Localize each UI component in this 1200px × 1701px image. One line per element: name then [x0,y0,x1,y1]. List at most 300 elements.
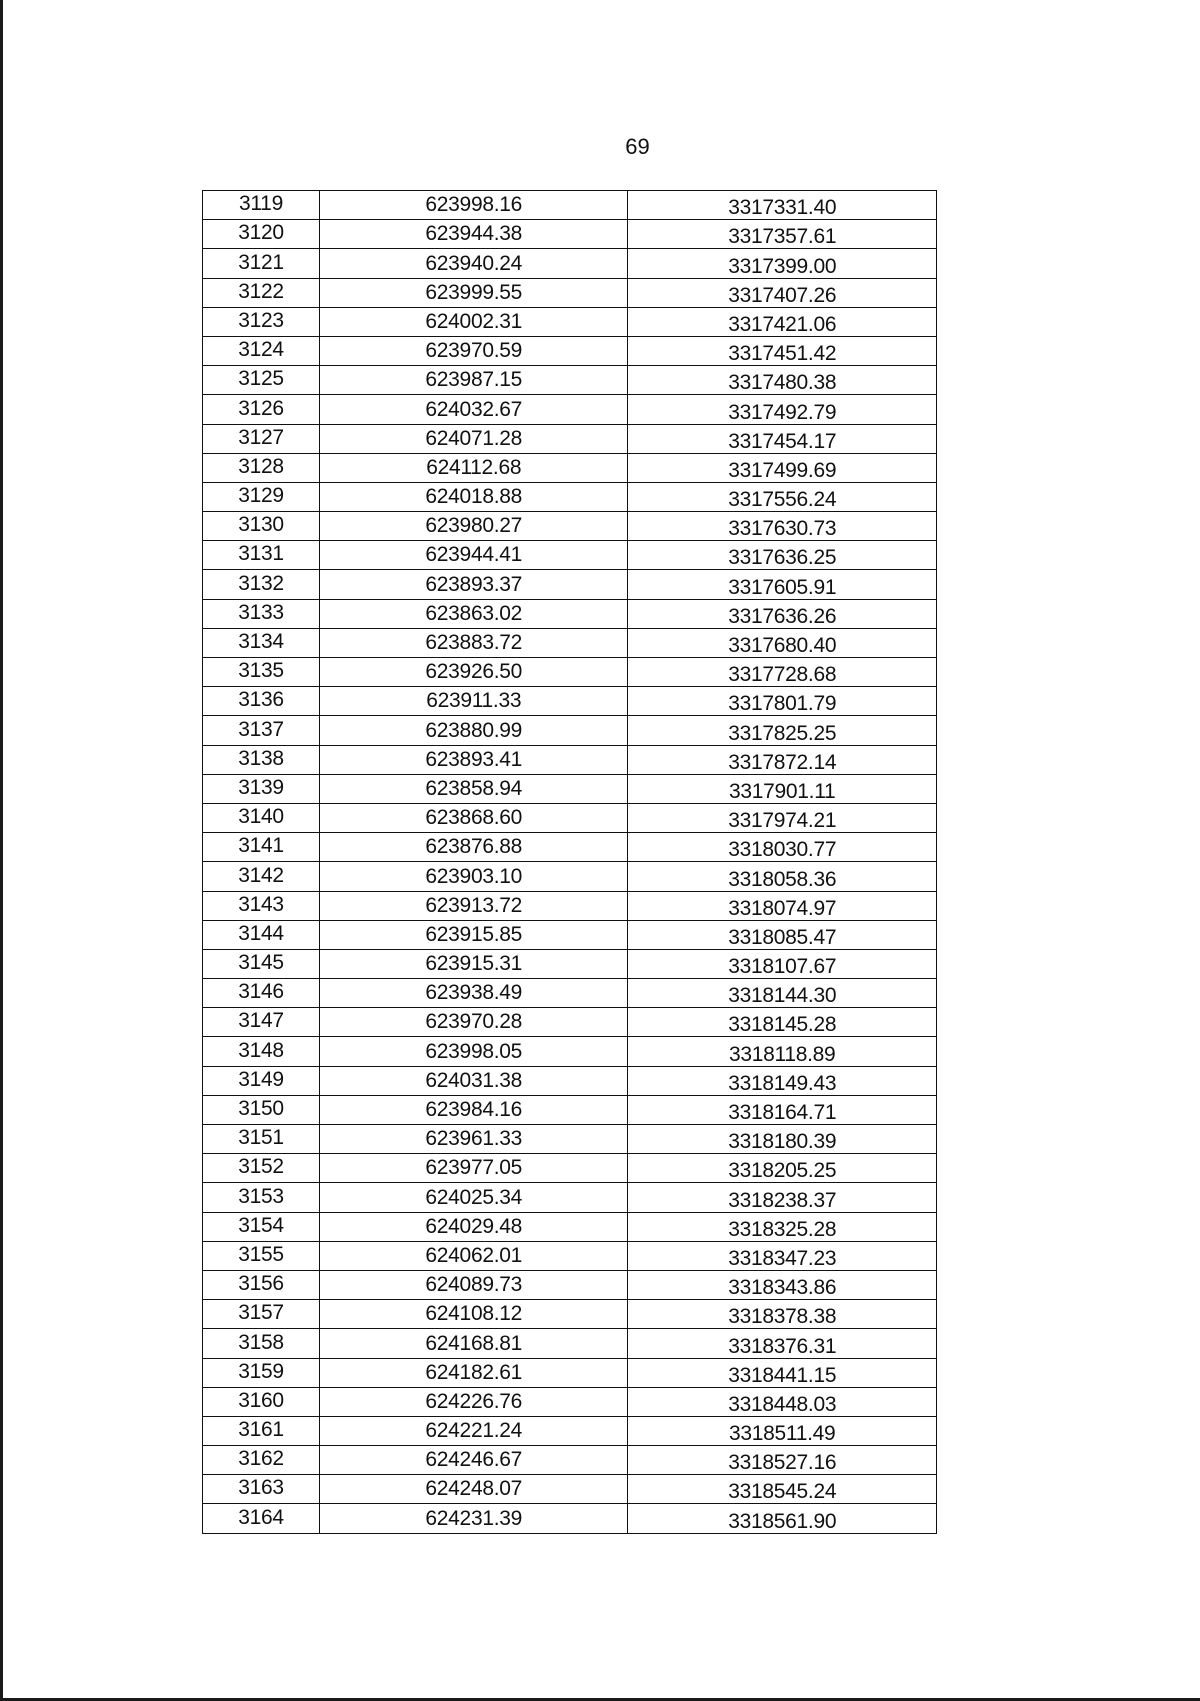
point-id-cell-text: 3135 [238,659,284,683]
point-id-cell [203,745,320,774]
point-id-cell [203,862,320,891]
point-id-cell [203,307,320,336]
y-coordinate-cell [628,336,937,365]
point-id-cell [203,1300,320,1329]
y-coordinate-cell-text: 3317399.00 [728,254,837,278]
y-coordinate-cell-text: 3317556.24 [728,488,837,512]
y-coordinate-cell [628,628,937,657]
x-coordinate-cell-text: 623913.72 [425,893,522,917]
y-coordinate-cell-text: 3318107.67 [728,955,837,979]
table-row [203,599,937,628]
y-coordinate-cell [628,833,937,862]
point-id-cell-text: 3147 [238,1009,284,1033]
y-coordinate-cell [628,1300,937,1329]
y-coordinate-cell-text: 3318149.43 [728,1071,837,1095]
point-id-cell [203,1387,320,1416]
y-coordinate-cell-text: 3317680.40 [728,634,837,657]
table-row [203,716,937,745]
y-coordinate-cell [628,1095,937,1124]
table-row [203,249,937,278]
x-coordinate-cell-text: 623984.16 [425,1098,522,1121]
y-coordinate-cell-text: 3317630.73 [728,517,837,541]
point-id-cell [203,1504,320,1533]
x-coordinate-cell [319,366,628,395]
table-row [203,658,937,687]
y-coordinate-cell-text: 3318511.49 [729,1422,836,1446]
x-coordinate-cell [319,1183,628,1212]
x-coordinate-cell-text: 623911.33 [426,689,522,713]
x-coordinate-cell [319,1241,628,1270]
point-id-cell-text: 3138 [238,746,284,770]
point-id-cell [203,512,320,541]
point-id-cell [203,1066,320,1095]
point-id-cell-text: 3148 [238,1038,284,1062]
point-id-cell [203,1154,320,1183]
point-id-cell-text: 3122 [238,279,284,303]
y-coordinate-cell-text: 3317974.21 [728,809,837,833]
x-coordinate-cell-text: 623915.31 [425,952,522,976]
y-coordinate-cell [628,1008,937,1037]
x-coordinate-cell-text: 623893.41 [425,747,522,771]
x-coordinate-cell-text: 624071.28 [425,426,522,450]
x-coordinate-cell [319,920,628,949]
x-coordinate-cell-text: 624221.24 [425,1419,522,1443]
point-id-cell [203,920,320,949]
table-row [203,1387,937,1416]
x-coordinate-cell-text: 623998.05 [425,1039,522,1063]
x-coordinate-cell-text: 623915.85 [425,922,522,946]
point-id-cell [203,949,320,978]
y-coordinate-cell-text: 3317728.68 [728,663,837,687]
point-id-cell [203,249,320,278]
point-id-cell-text: 3141 [238,834,284,858]
point-id-cell-text: 3162 [238,1447,284,1471]
x-coordinate-cell-text: 623961.33 [425,1127,522,1151]
y-coordinate-cell [628,1387,937,1416]
point-id-cell [203,1358,320,1387]
x-coordinate-cell [319,1066,628,1095]
point-id-cell-text: 3133 [238,600,284,624]
y-coordinate-cell-text: 3317901.11 [729,779,836,803]
point-id-cell-text: 3157 [238,1301,284,1325]
point-id-cell [203,1183,320,1212]
y-coordinate-cell [628,1066,937,1095]
x-coordinate-cell [319,687,628,716]
y-coordinate-cell [628,803,937,832]
x-coordinate-cell [319,541,628,570]
x-coordinate-cell [319,249,628,278]
point-id-cell-text: 3139 [238,775,284,799]
x-coordinate-cell [319,570,628,599]
point-id-cell [203,1212,320,1241]
y-coordinate-cell [628,512,937,541]
y-coordinate-cell-text: 3318441.15 [728,1363,837,1387]
point-id-cell [203,803,320,832]
point-id-cell [203,774,320,803]
point-id-cell [203,482,320,511]
x-coordinate-cell-text: 623980.27 [425,514,522,538]
point-id-cell-text: 3130 [238,513,284,537]
point-id-cell-text: 3143 [238,892,284,916]
x-coordinate-cell [319,453,628,482]
y-coordinate-cell [628,687,937,716]
table-row [203,1270,937,1299]
y-coordinate-cell [628,1446,937,1475]
y-coordinate-cell [628,220,937,249]
x-coordinate-cell [319,833,628,862]
point-id-cell-text: 3146 [238,980,284,1004]
point-id-cell-text: 3132 [238,571,284,595]
x-coordinate-cell-text: 624018.88 [425,485,522,509]
table-row [203,1300,937,1329]
x-coordinate-cell [319,1154,628,1183]
point-id-cell [203,1095,320,1124]
y-coordinate-cell-text: 3318180.39 [728,1130,837,1154]
y-coordinate-cell [628,307,937,336]
y-coordinate-cell-text: 3318205.25 [728,1159,837,1183]
x-coordinate-cell [319,336,628,365]
y-coordinate-cell-text: 3318164.71 [728,1101,837,1124]
table-row [203,1416,937,1445]
y-coordinate-cell-text: 3317872.14 [728,750,837,774]
y-coordinate-cell-text: 3317492.79 [728,400,837,424]
y-coordinate-cell [628,453,937,482]
y-coordinate-cell [628,1475,937,1504]
y-coordinate-cell-text: 3318144.30 [728,984,837,1008]
x-coordinate-cell [319,1358,628,1387]
x-coordinate-cell [319,1095,628,1124]
point-id-cell-text: 3164 [238,1505,284,1529]
x-coordinate-cell-text: 624248.07 [425,1477,522,1501]
table-row [203,191,937,220]
x-coordinate-cell-text: 623883.72 [425,631,522,654]
x-coordinate-cell-text: 623944.38 [425,222,522,246]
point-id-cell-text: 3154 [238,1213,284,1237]
table-row [203,628,937,657]
table-row [203,1095,937,1124]
x-coordinate-cell-text: 623903.10 [425,864,522,888]
point-id-cell-text: 3155 [238,1242,284,1266]
x-coordinate-cell [319,979,628,1008]
table-row [203,1446,937,1475]
point-id-cell [203,687,320,716]
x-coordinate-cell [319,1504,628,1533]
x-coordinate-cell-text: 624108.12 [425,1302,522,1326]
table-row [203,1037,937,1066]
point-id-cell-text: 3151 [238,1126,284,1150]
y-coordinate-cell-text: 3317407.26 [728,283,837,307]
point-id-cell-text: 3142 [238,863,284,887]
y-coordinate-cell [628,570,937,599]
x-coordinate-cell [319,745,628,774]
table-row [203,949,937,978]
y-coordinate-cell-text: 3317801.79 [728,692,837,716]
y-coordinate-cell-text: 3318545.24 [728,1480,837,1504]
table-row [203,1504,937,1533]
table-row [203,774,937,803]
table-row [203,541,937,570]
point-id-cell-text: 3125 [238,367,284,391]
x-coordinate-cell [319,512,628,541]
point-id-cell [203,833,320,862]
y-coordinate-cell [628,278,937,307]
point-id-cell [203,366,320,395]
point-id-cell [203,541,320,570]
table-row [203,453,937,482]
point-id-cell [203,1446,320,1475]
x-coordinate-cell-text: 624025.34 [425,1185,522,1209]
table-row [203,1066,937,1095]
y-coordinate-cell [628,191,937,220]
y-coordinate-cell-text: 3318238.37 [728,1188,837,1212]
point-id-cell [203,1008,320,1037]
x-coordinate-cell [319,1125,628,1154]
x-coordinate-cell [319,599,628,628]
coordinates-table-body [203,191,937,1534]
point-id-cell [203,1125,320,1154]
y-coordinate-cell-text: 3318561.90 [728,1509,837,1533]
point-id-cell-text: 3149 [238,1067,284,1091]
point-id-cell-text: 3137 [238,717,284,741]
y-coordinate-cell-text: 3318376.31 [728,1334,837,1358]
x-coordinate-cell-text: 624062.01 [425,1243,522,1267]
y-coordinate-cell [628,1329,937,1358]
y-coordinate-cell [628,979,937,1008]
y-coordinate-cell [628,1416,937,1445]
x-coordinate-cell [319,716,628,745]
y-coordinate-cell [628,658,937,687]
y-coordinate-cell [628,774,937,803]
x-coordinate-cell [319,949,628,978]
x-coordinate-cell-text: 624031.38 [425,1068,522,1092]
table-row [203,1241,937,1270]
table-row [203,307,937,336]
y-coordinate-cell-text: 3318030.77 [728,838,837,862]
point-id-cell-text: 3120 [238,221,284,245]
y-coordinate-cell-text: 3318347.23 [728,1246,837,1270]
x-coordinate-cell-text: 624231.39 [425,1506,522,1530]
table-row [203,220,937,249]
point-id-cell-text: 3153 [238,1184,284,1208]
y-coordinate-cell-text: 3318145.28 [728,1013,837,1037]
point-id-cell [203,278,320,307]
y-coordinate-cell-text: 3317480.38 [728,371,837,395]
y-coordinate-cell-text: 3317454.17 [728,429,837,453]
x-coordinate-cell [319,1387,628,1416]
y-coordinate-cell-text: 3318118.89 [729,1042,836,1066]
x-coordinate-cell-text: 623970.59 [425,339,522,363]
point-id-cell-text: 3161 [238,1418,284,1442]
table-row [203,482,937,511]
table-row [203,1154,937,1183]
point-id-cell-text: 3158 [238,1330,284,1354]
y-coordinate-cell [628,1270,937,1299]
y-coordinate-cell [628,949,937,978]
y-coordinate-cell-text: 3318058.36 [728,867,837,891]
x-coordinate-cell-text: 624182.61 [425,1360,522,1384]
x-coordinate-cell-text: 624029.48 [425,1214,522,1238]
y-coordinate-cell-text: 3317636.26 [728,604,837,628]
point-id-cell-text: 3159 [238,1359,284,1383]
x-coordinate-cell [319,1212,628,1241]
table-row [203,336,937,365]
point-id-cell [203,658,320,687]
table-row [203,1008,937,1037]
y-coordinate-cell [628,745,937,774]
y-coordinate-cell-text: 3318085.47 [728,925,837,949]
x-coordinate-cell [319,1300,628,1329]
point-id-cell-text: 3119 [238,192,283,216]
table-row [203,512,937,541]
table-row [203,395,937,424]
point-id-cell [203,1241,320,1270]
x-coordinate-cell-text: 623880.99 [425,718,522,742]
y-coordinate-cell [628,891,937,920]
table-row [203,833,937,862]
x-coordinate-cell [319,1037,628,1066]
x-coordinate-cell [319,1329,628,1358]
point-id-cell [203,1037,320,1066]
table-row [203,803,937,832]
y-coordinate-cell [628,249,937,278]
x-coordinate-cell [319,658,628,687]
table-row [203,1212,937,1241]
table-row [203,979,937,1008]
table-row [203,891,937,920]
point-id-cell-text: 3126 [238,396,284,420]
table-row [203,862,937,891]
x-coordinate-cell [319,307,628,336]
x-coordinate-cell-text: 624112.68 [426,455,522,479]
x-coordinate-cell-text: 624002.31 [425,309,522,333]
point-id-cell-text: 3163 [238,1476,284,1500]
x-coordinate-cell [319,1446,628,1475]
y-coordinate-cell [628,366,937,395]
point-id-cell-text: 3121 [238,250,284,274]
y-coordinate-cell-text: 3318448.03 [728,1392,837,1416]
y-coordinate-cell-text: 3317451.42 [728,342,837,366]
table-row [203,424,937,453]
x-coordinate-cell-text: 623926.50 [425,660,522,684]
y-coordinate-cell [628,1154,937,1183]
point-id-cell-text: 3134 [238,630,284,653]
x-coordinate-cell-text: 623863.02 [425,601,522,625]
point-id-cell-text: 3123 [238,308,284,332]
point-id-cell [203,1270,320,1299]
scan-edge-left [0,0,3,1701]
table-row [203,366,937,395]
point-id-cell-text: 3124 [238,338,284,362]
x-coordinate-cell-text: 623938.49 [425,981,522,1005]
x-coordinate-cell [319,862,628,891]
x-coordinate-cell [319,191,628,220]
point-id-cell-text: 3156 [238,1272,284,1296]
point-id-cell [203,570,320,599]
point-id-cell [203,395,320,424]
y-coordinate-cell [628,541,937,570]
point-id-cell-text: 3150 [238,1097,284,1120]
x-coordinate-cell [319,278,628,307]
x-coordinate-cell-text: 623977.05 [425,1156,522,1180]
y-coordinate-cell-text: 3317357.61 [728,225,837,249]
point-id-cell-text: 3128 [238,454,284,478]
point-id-cell [203,191,320,220]
x-coordinate-cell [319,1416,628,1445]
y-coordinate-cell [628,862,937,891]
x-coordinate-cell-text: 624226.76 [425,1389,522,1413]
x-coordinate-cell-text: 623893.37 [425,572,522,596]
y-coordinate-cell [628,1183,937,1212]
x-coordinate-cell [319,424,628,453]
y-coordinate-cell [628,482,937,511]
table-row [203,1329,937,1358]
point-id-cell-text: 3160 [238,1388,284,1412]
y-coordinate-cell-text: 3318527.16 [728,1451,837,1475]
table-row [203,745,937,774]
y-coordinate-cell [628,599,937,628]
point-id-cell [203,891,320,920]
point-id-cell [203,336,320,365]
y-coordinate-cell [628,716,937,745]
x-coordinate-cell-text: 624168.81 [425,1331,522,1355]
table-row [203,1183,937,1212]
x-coordinate-cell [319,628,628,657]
x-coordinate-cell-text: 623944.41 [425,543,522,567]
point-id-cell-text: 3145 [238,951,284,975]
coordinates-table [202,190,937,1534]
y-coordinate-cell [628,1504,937,1533]
y-coordinate-cell [628,1358,937,1387]
table-row [203,278,937,307]
y-coordinate-cell-text: 3317636.25 [728,546,837,570]
table-row [203,1475,937,1504]
point-id-cell-text: 3129 [238,484,284,508]
y-coordinate-cell-text: 3318378.38 [728,1305,837,1329]
x-coordinate-cell-text: 623987.15 [425,368,522,392]
point-id-cell [203,453,320,482]
point-id-cell [203,220,320,249]
x-coordinate-cell-text: 623999.55 [425,280,522,304]
y-coordinate-cell [628,424,937,453]
x-coordinate-cell [319,395,628,424]
x-coordinate-cell [319,482,628,511]
x-coordinate-cell [319,891,628,920]
y-coordinate-cell [628,1037,937,1066]
y-coordinate-cell-text: 3317331.40 [728,196,837,220]
y-coordinate-cell [628,1212,937,1241]
x-coordinate-cell-text: 624032.67 [425,397,522,421]
point-id-cell-text: 3144 [238,921,284,945]
x-coordinate-cell [319,220,628,249]
y-coordinate-cell-text: 3318074.97 [728,896,837,920]
table-row [203,570,937,599]
x-coordinate-cell-text: 623998.16 [425,193,522,217]
point-id-cell [203,979,320,1008]
table-row [203,1125,937,1154]
x-coordinate-cell-text: 623970.28 [425,1010,522,1034]
y-coordinate-cell-text: 3318325.28 [728,1217,837,1241]
x-coordinate-cell-text: 623876.88 [425,835,522,859]
table-row [203,687,937,716]
y-coordinate-cell-text: 3318343.86 [728,1276,837,1300]
y-coordinate-cell [628,1241,937,1270]
x-coordinate-cell-text: 624246.67 [425,1448,522,1472]
point-id-cell [203,628,320,657]
point-id-cell [203,1475,320,1504]
point-id-cell [203,716,320,745]
table-row [203,1358,937,1387]
x-coordinate-cell-text: 623858.94 [425,776,522,800]
